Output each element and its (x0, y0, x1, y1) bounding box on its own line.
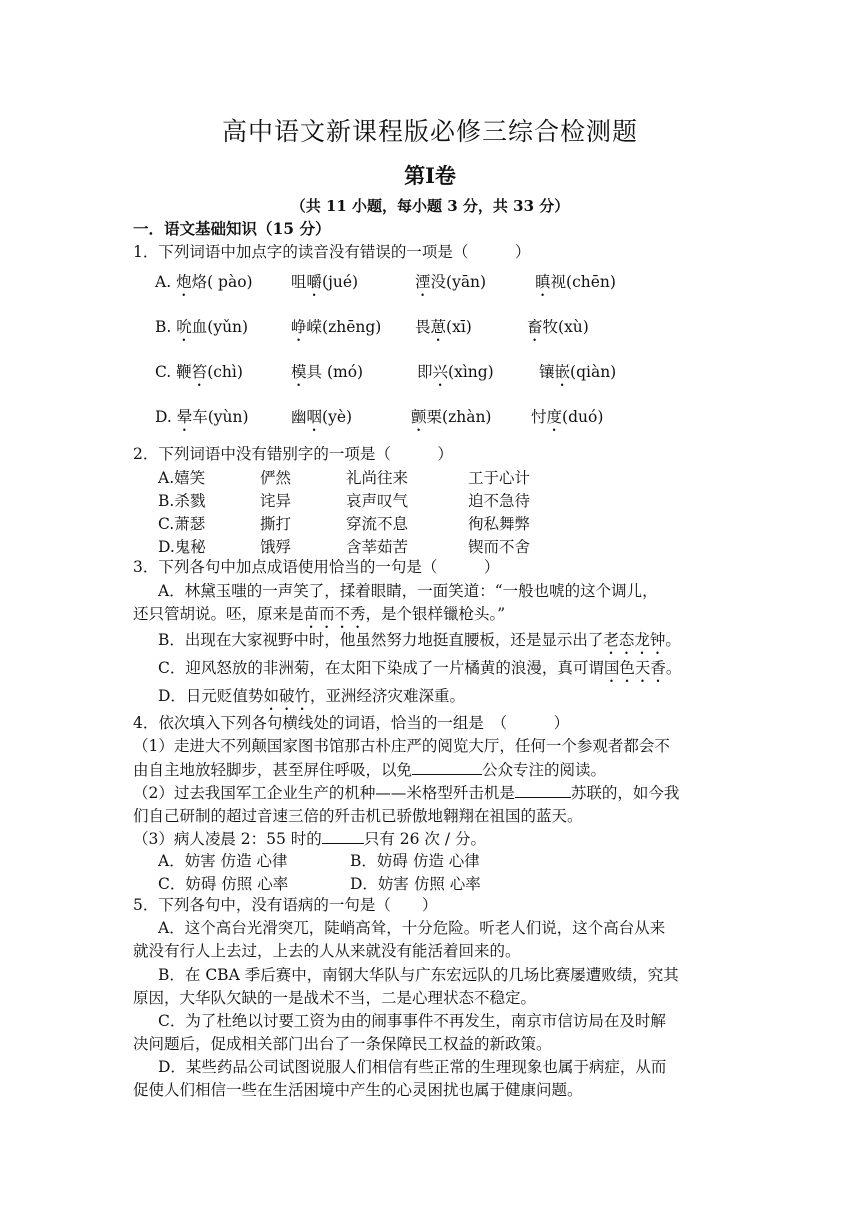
q4-option-a: A．妨害 仿造 心律 (158, 852, 288, 870)
exam-title: 高中语文新课程版必修三综合检测题 (221, 117, 638, 146)
q5-option-b-line2: 原因，大华队欠缺的一是战术不当，二是心理状态不稳定。 (133, 989, 537, 1007)
q4-s1-text: 由自主地放轻脚步，甚至屏住呼吸，以免 (133, 761, 413, 779)
q1-a-3: 湮没(yān) (415, 273, 487, 291)
q4-blank-1 (412, 759, 482, 775)
q3-a-text: 还只管胡说。呸，原来是 (133, 605, 304, 623)
q1-a-2: 咀嚼(jué) (291, 273, 359, 291)
section-heading: 一．语文基础知识（15 分） (133, 219, 331, 238)
q2-d-4: 锲而不舍 (468, 538, 531, 556)
q3-option-b (158, 629, 681, 658)
q2-a-4: 工于心计 (468, 469, 531, 487)
q2-a-3: 礼尚往来 (346, 469, 409, 487)
q3-option-a-line1: A．林黛玉嗤的一声笑了，揉着眼睛，一面笑道：“一般也唬的这个调儿， (158, 582, 658, 600)
q3-b-tail: 。 (665, 631, 681, 649)
volume-heading: 第Ⅰ卷 (404, 163, 456, 188)
q4-blank-2 (515, 782, 571, 798)
q1-d-1: D. 晕车(yùn) (155, 408, 249, 426)
q2-c-4: 徇私舞弊 (468, 515, 531, 533)
q4-stem: 4．依次填入下列各句横线处的词语，恰当的一组是 （ ） (133, 714, 570, 732)
q1-a-4: 瞋视(chēn) (535, 273, 616, 291)
q4-s1-line2 (133, 759, 606, 781)
q4-option-d: D．妨害 仿照 心率 (350, 875, 481, 893)
q5-option-c-line2: 决问题后，促成相关部门出台了一条保障民工权益的新政策。 (133, 1035, 552, 1053)
q4-s3-tail: 只有 26 次 / 分。 (363, 830, 486, 848)
q3-option-a-line2 (133, 603, 505, 632)
q5-option-d-line1: D．某些药品公司试图说服人们相信有些正常的生理现象也属于病症，从而 (158, 1058, 667, 1076)
q3-stem: 3．下列各句中加点成语使用恰当的一句是（ ） (133, 558, 500, 576)
q4-s2-text: （2）过去我国军工企业生产的机种——米格型歼击机是 (133, 784, 515, 802)
q1-b-1: B. 吮血(yǔn) (155, 318, 249, 336)
q4-s3-text: （3）病人凌晨 2：55 时的 (133, 830, 322, 848)
q3-a-tail: ，是个银样镴枪头。” (365, 605, 506, 623)
q2-b-2: 诧异 (260, 492, 292, 510)
q1-c-4: 镶嵌(qiàn) (539, 363, 617, 381)
q1-stem: 1．下列词语中加点字的读音没有错误的一项是（ ） (133, 243, 531, 261)
q2-d-3: 含莘茹苦 (346, 538, 409, 556)
q2-a-1: A.嬉笑 (158, 469, 206, 487)
q1-a-1: A. 炮烙( pào) (155, 273, 253, 291)
q3-option-c (158, 657, 681, 686)
q2-c-2: 撕打 (260, 515, 292, 533)
volume-note: （共 11 小题，每小题 3 分，共 33 分） (290, 197, 570, 215)
q4-s3 (133, 828, 486, 850)
q3-c-idiom: 国色天香 (603, 659, 666, 677)
q3-option-d (158, 685, 465, 714)
q2-c-1: C.萧瑟 (158, 515, 206, 533)
q4-s1-tail: 公众专注的阅读。 (482, 761, 607, 779)
q3-c-text: C．迎风怒放的非洲菊，在太阳下染成了一片橘黄的浪漫，真可谓 (158, 659, 604, 677)
q5-stem: 5．下列各句中，没有语病的一句是（ ） (133, 896, 438, 914)
q5-option-d-line2: 促使人们相信一些在生活困境中产生的心灵困扰也属于健康问题。 (133, 1081, 583, 1099)
q1-c-3: 即兴(xìng) (417, 363, 494, 381)
q2-d-1: D.鬼秘 (158, 538, 206, 556)
q4-s1-line1: （1）走进大不列颠国家图书馆那古朴庄严的阅览大厅，任何一个参观者都会不 (133, 737, 670, 755)
q5-option-c-line1: C．为了杜绝以讨要工资为由的闹事事件不再发生，南京市信访局在及时解 (158, 1012, 666, 1030)
q1-d-4: 忖度(duó) (531, 408, 604, 426)
q3-b-text: B．出现在大家视野中时，他虽然努力地挺直腰板，还是显示出了 (158, 631, 604, 649)
q3-d-tail: ，亚洲经济灾难深重。 (309, 687, 465, 705)
q4-option-c: C．妨碍 仿照 心率 (158, 875, 289, 893)
q1-c-1: C. 鞭笞(chì) (155, 363, 243, 381)
q3-c-tail: 。 (665, 659, 682, 677)
q2-b-1: B.杀戮 (158, 492, 206, 510)
q2-stem: 2．下列词语中没有错别字的一项是（ ） (133, 445, 453, 463)
q1-d-2: 幽咽(yè) (291, 408, 353, 426)
q3-d-text: D．日元贬值势 (158, 687, 264, 705)
q1-b-3: 畏葸(xī) (415, 318, 472, 336)
q4-blank-3 (322, 828, 364, 844)
q2-b-3: 哀声叹气 (346, 492, 409, 510)
q1-b-4: 畜牧(xù) (527, 318, 589, 336)
q5-option-a-line1: A．这个高台光滑突兀，陡峭高耸，十分危险。听老人们说，这个高台从来 (158, 919, 666, 937)
q2-d-2: 饿殍 (260, 538, 292, 556)
q4-s2-tail: 苏联的，如今我 (570, 784, 680, 802)
q1-b-2: 峥嵘(zhēng) (291, 318, 382, 336)
q2-b-4: 迫不急待 (468, 492, 531, 510)
q3-a-idiom: 苗而不秀 (303, 605, 366, 623)
q1-c-2: 模具 (mó) (291, 363, 364, 381)
q5-option-a-line2: 就没有行人上去过，上去的人从来就没有能活着回来的。 (133, 942, 521, 960)
q4-option-b: B．妨碍 仿造 心律 (350, 852, 480, 870)
q1-d-3: 颤栗(zhàn) (411, 408, 492, 426)
q5-option-b-line1: B．在 CBA 季后赛中，南钢大华队与广东宏远队的几场比赛屡遭败绩，究其 (158, 966, 679, 984)
q3-b-idiom: 老态龙钟 (603, 631, 666, 649)
q2-c-3: 穿流不息 (346, 515, 409, 533)
q4-s2-line2: 们自己研制的超过音速三倍的歼击机已骄傲地翱翔在祖国的蓝天。 (133, 807, 583, 825)
q4-s2-line1 (133, 782, 679, 804)
q2-a-2: 俨然 (260, 469, 292, 487)
q3-d-idiom: 如破竹 (263, 687, 310, 705)
